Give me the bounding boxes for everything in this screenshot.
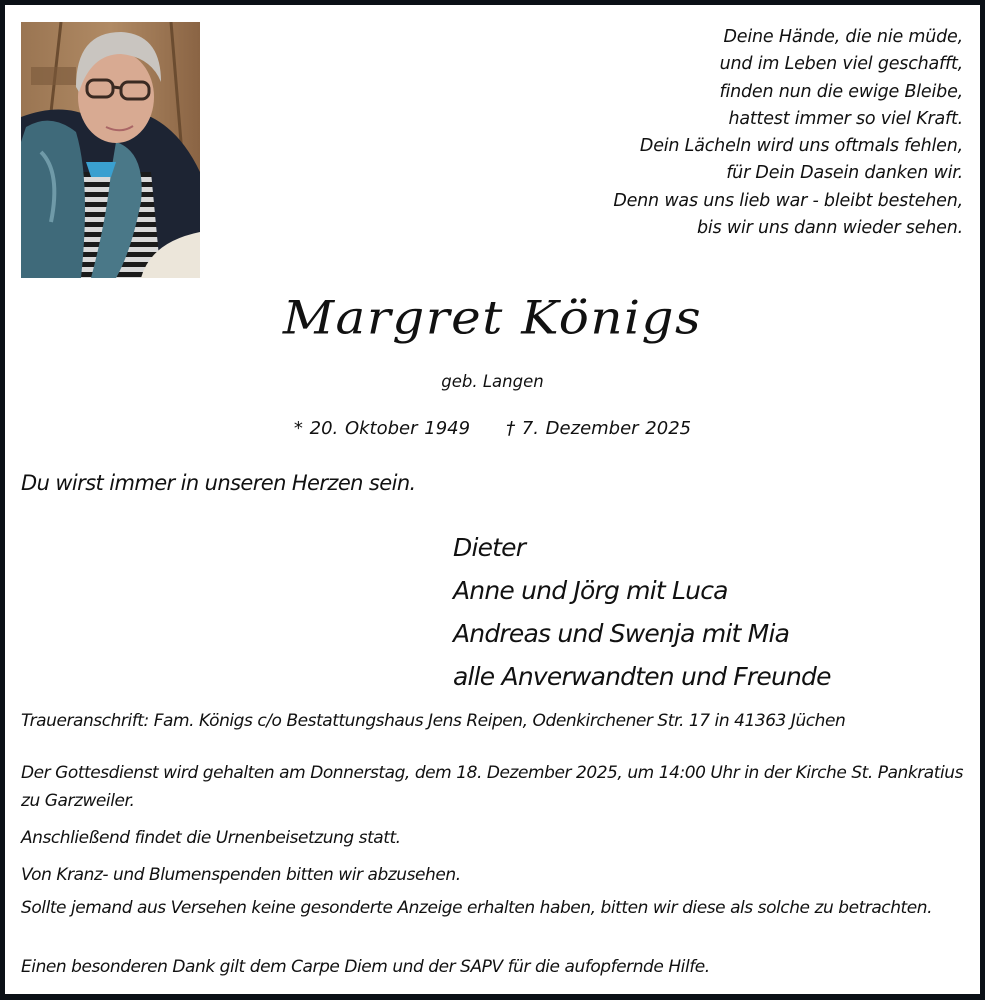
poem-line: finden nun die ewige Bleibe, [719, 81, 963, 102]
poem [543, 24, 963, 242]
mourning-address: Traueranschrift: Fam. Königs c/o Bestattungshaus Jens Reipen, Odenkirchener Str. 17 in 41363 Jüchen [21, 711, 846, 731]
birth-name: geb. Langen [441, 372, 544, 391]
notice-note: Sollte jemand aus Versehen keine gesonderte Anzeige erhalten haben, bitten wir diese als solche zu betrachten. [21, 898, 933, 918]
mourner: Dieter [453, 533, 526, 562]
poem-line: Deine Hände, die nie müde, [723, 27, 963, 47]
motto: Du wirst immer in unseren Herzen sein. [21, 471, 416, 495]
death-date: † 7. Dezember 2025 [506, 418, 692, 439]
mourner: Andreas und Swenja mit Mia [453, 619, 790, 648]
deceased-name: Margret Königs [282, 291, 703, 345]
portrait-image [21, 22, 200, 278]
poem-line: und im Leben viel geschafft, [719, 54, 963, 75]
life-dates [5, 418, 980, 439]
poem-line: Denn was uns lieb war - bleibt bestehen, [613, 190, 963, 211]
mourners-list [453, 526, 831, 698]
obituary-notice [5, 5, 980, 994]
poem-line: bis wir uns dann wieder sehen. [697, 218, 963, 239]
urn-burial-info: Anschließend findet die Urnenbeisetzung statt. [21, 828, 401, 848]
birth-date: * 20. Oktober 1949 [293, 418, 471, 439]
flowers-note: Von Kranz- und Blumenspenden bitten wir abzusehen. [21, 865, 461, 885]
thanks-note: Einen besonderen Dank gilt dem Carpe Diem und der SAPV für die aufopfernde Hilfe. [21, 957, 710, 977]
poem-line: hattest immer so viel Kraft. [728, 108, 963, 129]
poem-line: Dein Lächeln wird uns oftmals fehlen, [639, 136, 963, 157]
poem-line: für Dein Dasein danken wir. [726, 163, 963, 184]
service-info: Der Gottesdienst wird gehalten am Donnerstag, dem 18. Dezember 2025, um 14:00 Uhr in der Kirche St. Pankratius zu Garzweiler. [21, 763, 963, 811]
mourner: Anne und Jörg mit Luca [453, 576, 728, 605]
mourner: alle Anverwandten und Freunde [453, 662, 831, 691]
portrait-photo [21, 22, 200, 278]
